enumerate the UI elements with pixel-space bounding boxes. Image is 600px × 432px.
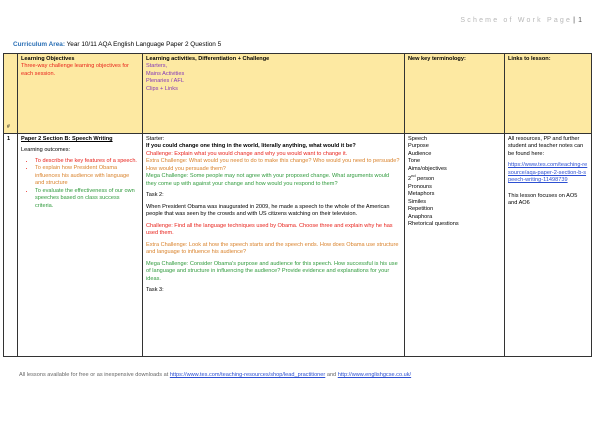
- footer-link-tes[interactable]: https://www.tes.com/teaching-resources/shop/lead_practitioner: [169, 372, 326, 378]
- term-item: Metaphors: [408, 191, 435, 198]
- table-header-row: [4, 54, 592, 134]
- outcomes-label: Learning outcomes:: [21, 147, 71, 154]
- starter-challenge: Challenge: Explain what you would change and why you would want to change it.: [146, 150, 348, 157]
- links-focus: This lesson focuses on AO5 and AO6: [508, 192, 578, 207]
- terminology-title: New key terminology:: [408, 56, 466, 62]
- links-title: Links to lesson:: [508, 56, 551, 62]
- task2-label: Task 2:: [146, 192, 164, 199]
- term-second-num: 2: [408, 176, 412, 183]
- term-item: Repetition: [408, 206, 434, 213]
- objectives-subtitle: Three-way challenge learning objectives for each session.: [21, 63, 129, 77]
- header-objectives-cell: [18, 54, 143, 134]
- table-row: [4, 134, 592, 357]
- header-activities-cell: [143, 54, 405, 134]
- row-terminology-cell: [405, 134, 505, 357]
- curriculum-label: Curriculum Area:: [13, 41, 65, 48]
- footer-link-englishgcse[interactable]: http://www.englishgcse.co.uk/: [337, 372, 412, 378]
- footer-text: All lessons available for free or as inexpensive downloads at: [19, 372, 170, 378]
- row-number-cell: [4, 134, 18, 357]
- task2-text: When President Obama was inaugurated in 2009, he made a speech to the whole of the American people that was seen by the crowds and with US citizens watching on their television.: [146, 203, 390, 218]
- term-item: Tone: [408, 158, 421, 165]
- task3-label: Task 3:: [146, 287, 164, 294]
- task2-extra-challenge: Extra Challenge: Look at how the speech starts and the speech ends. How does Obama use structure and language to influence his audience?: [146, 241, 399, 256]
- footer-and: and: [325, 372, 338, 378]
- curriculum-area: [13, 41, 221, 48]
- row-activities-cell: [143, 134, 405, 357]
- term-second-sup: nd: [411, 173, 416, 179]
- term-item: Aims/objectives: [408, 165, 447, 172]
- activities-item: Starters,: [146, 63, 168, 70]
- header-number-cell: [4, 54, 18, 134]
- page-header: [460, 17, 582, 24]
- term-item: Audience: [408, 150, 432, 157]
- page-footer: [19, 372, 411, 378]
- task2-challenge: Challenge: Find all the language techniques used by Obama. Choose three and explain why he has used them.: [146, 222, 393, 237]
- section-title: Paper 2 Section B: Speech Writing: [21, 136, 113, 142]
- header-separator: |: [573, 17, 576, 24]
- links-text: All resources, PP and further student and teacher notes can be found here:: [508, 136, 584, 157]
- term-item-second-person: [408, 173, 501, 183]
- activities-title: Learning activities, Differentiation + Challenge: [146, 56, 270, 62]
- activities-item: Plenaries / AFL: [146, 78, 184, 85]
- term-item: Similes: [408, 198, 427, 205]
- term-item: Pronouns: [408, 183, 432, 190]
- objectives-title: Learning Objectives: [21, 56, 75, 62]
- scheme-of-work-table: [3, 53, 592, 357]
- term-item: Anaphora: [408, 213, 433, 220]
- outcome-item: • To explain how President Obama influences his audience with language and structure: [35, 165, 139, 187]
- header-hash: #: [7, 124, 10, 131]
- activities-item: Mains Activities: [146, 70, 185, 77]
- header-page-number: 1: [578, 17, 582, 24]
- task2-mega-challenge: Mega Challenge: Consider Obama's purpose and audience for this speech. How successful is his use of language and structure in influencing the audience? Provide evidence and explanations for your ideas.: [146, 260, 398, 282]
- row-links-cell: [505, 134, 592, 357]
- starter-question: If you could change one thing in the world, literally anything, what would it be?: [146, 143, 356, 150]
- row-objectives-cell: [18, 134, 143, 357]
- activities-item: Clips + Links: [146, 85, 178, 92]
- starter-label: Starter:: [146, 136, 165, 142]
- row-number: 1: [7, 136, 11, 142]
- header-links-cell: [505, 54, 592, 134]
- term-item: Speech: [408, 136, 427, 142]
- term-item: Purpose: [408, 143, 429, 150]
- outcome-item: • To describe the key features of a speech.: [35, 158, 139, 165]
- outcome-item: • To evaluate the effectiveness of our own speeches based on class success criteria.: [35, 188, 139, 210]
- outcomes-list: [21, 158, 139, 210]
- header-title: Scheme of Work Page: [460, 17, 573, 24]
- header-terminology-cell: [405, 54, 505, 134]
- term-second-word: person: [417, 176, 435, 183]
- starter-extra-challenge: Extra Challenge: What would you need to do to make this change? Who would you need to persuade? How would you persuade them?: [146, 158, 400, 172]
- starter-mega-challenge: Mega Challenge: Some people may not agree with your proposed change. What arguments would they come up with against your change and how would you respond to them?: [146, 173, 390, 187]
- resource-link[interactable]: https://www.tes.com/teaching-resource/aqa-paper-2-section-b-speech-writing-11498739: [508, 162, 588, 184]
- term-item: Rhetorical questions: [408, 221, 459, 228]
- curriculum-value: Year 10/11 AQA English Language Paper 2 Question 5: [64, 41, 222, 48]
